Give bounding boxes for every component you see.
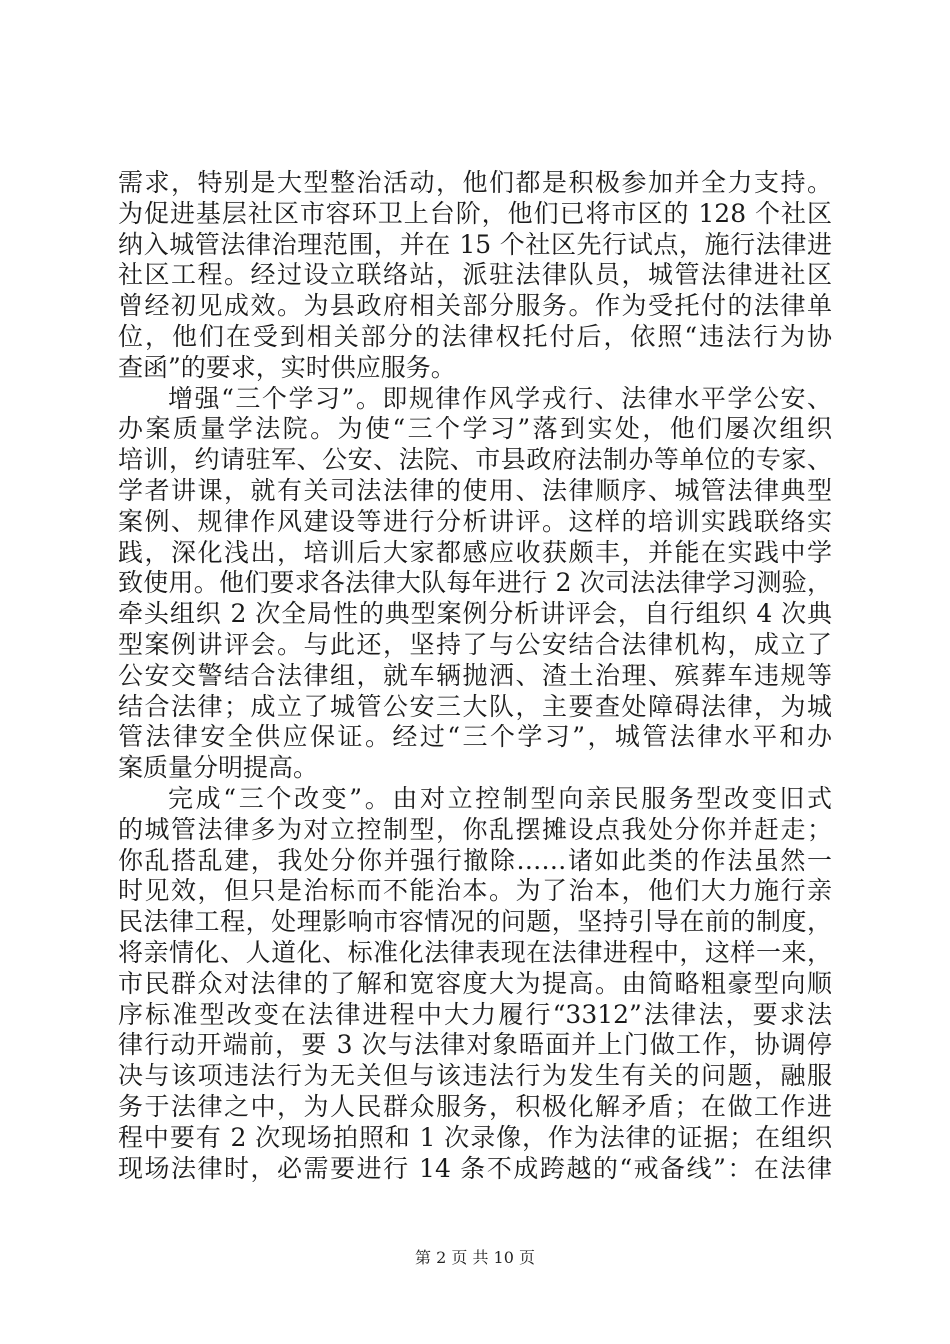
page-footer: 第 2 页 共 10 页 [415,1248,535,1267]
text-line: 民法律工程，处理影响市容情况的问题，坚持引导在前的制度， [118,907,832,937]
paragraph [118,168,832,384]
text-line: 位，他们在受到相关部分的法律权托付后，依照“违法行为协 [118,321,832,351]
text-line: 需求，特别是大型整治活动，他们都是积极参加并全力支持。 [118,168,832,197]
text-line: 程中要有 2 次现场拍照和 1 次录像，作为法律的证据；在组织 [118,1122,832,1152]
document-body [118,168,832,1184]
text-line: 践，深化浅出，培训后大家都感应收获颇丰，并能在实践中学 [118,537,832,567]
text-line: 培训，约请驻军、公安、法院、市县政府法制办等单位的专家、 [118,445,832,475]
text-line: 案例、规律作风建设等进行分析讲评。这样的培训实践联络实 [118,506,832,536]
text-line: 市民群众对法律的了解和宽容度大为提高。由简略粗豪型向顺 [118,968,832,998]
text-line: 现场法律时，必需要进行 14 条不成跨越的“戒备线”：在法律 [118,1153,832,1183]
text-line: 型案例讲评会。与此还，坚持了与公安结合法律机构，成立了 [118,629,832,659]
text-line: 管法律安全供应保证。经过“三个学习”，城管法律水平和办 [118,722,832,752]
paragraph [118,384,832,784]
text-line: 致使用。他们要求各法律大队每年进行 2 次司法法律学习测验， [118,568,832,598]
text-line: 公安交警结合法律组，就车辆抛洒、渣土治理、殡葬车违规等 [118,660,832,690]
paragraph [118,784,832,1184]
text-line: 查函”的要求，实时供应服务。 [118,352,456,382]
text-line: 的城管法律多为对立控制型，你乱摆摊设点我处分你并赶走； [118,814,832,844]
text-line: 增强“三个学习”。即规律作风学戎行、法律水平学公安、 [168,383,832,413]
text-line: 学者讲课，就有关司法法律的使用、法律顺序、城管法律典型 [118,475,832,505]
text-line: 决与该项违法行为无关但与该违法行为发生有关的问题，融服 [118,1061,832,1091]
text-line: 完成“三个改变”。由对立控制型向亲民服务型改变旧式 [168,783,832,813]
text-line: 时见效，但只是治标而不能治本。为了治本，他们大力施行亲 [118,876,832,906]
text-line: 律行动开端前，要 3 次与法律对象晤面并上门做工作，协调停 [118,1030,832,1060]
text-line: 序标准型改变在法律进程中大力履行“3312”法律法，要求法 [118,999,832,1029]
text-line: 将亲情化、人道化、标准化法律表现在法律进程中，这样一来， [118,937,832,967]
text-line: 结合法律；成立了城管公安三大队，主要查处障碍法律，为城 [118,691,832,721]
text-line: 牵头组织 2 次全局性的典型案例分析讲评会，自行组织 4 次典 [118,599,832,629]
text-line: 为促进基层社区市容环卫上台阶，他们已将市区的 128 个社区 [118,198,832,228]
text-line: 曾经初见成效。为县政府相关部分服务。作为受托付的法律单 [118,291,832,321]
text-line: 你乱搭乱建，我处分你并强行撤除……诸如此类的作法虽然一 [118,845,832,875]
text-line: 社区工程。经过设立联络站，派驻法律队员，城管法律进社区 [118,260,832,290]
text-line: 办案质量学法院。为使“三个学习”落到实处，他们屡次组织 [118,414,832,444]
text-line: 务于法律之中，为人民群众服务，积极化解矛盾；在做工作进 [118,1091,832,1121]
text-line: 案质量分明提高。 [118,753,319,783]
text-line: 纳入城管法律治理范围，并在 15 个社区先行试点，施行法律进 [118,229,832,259]
